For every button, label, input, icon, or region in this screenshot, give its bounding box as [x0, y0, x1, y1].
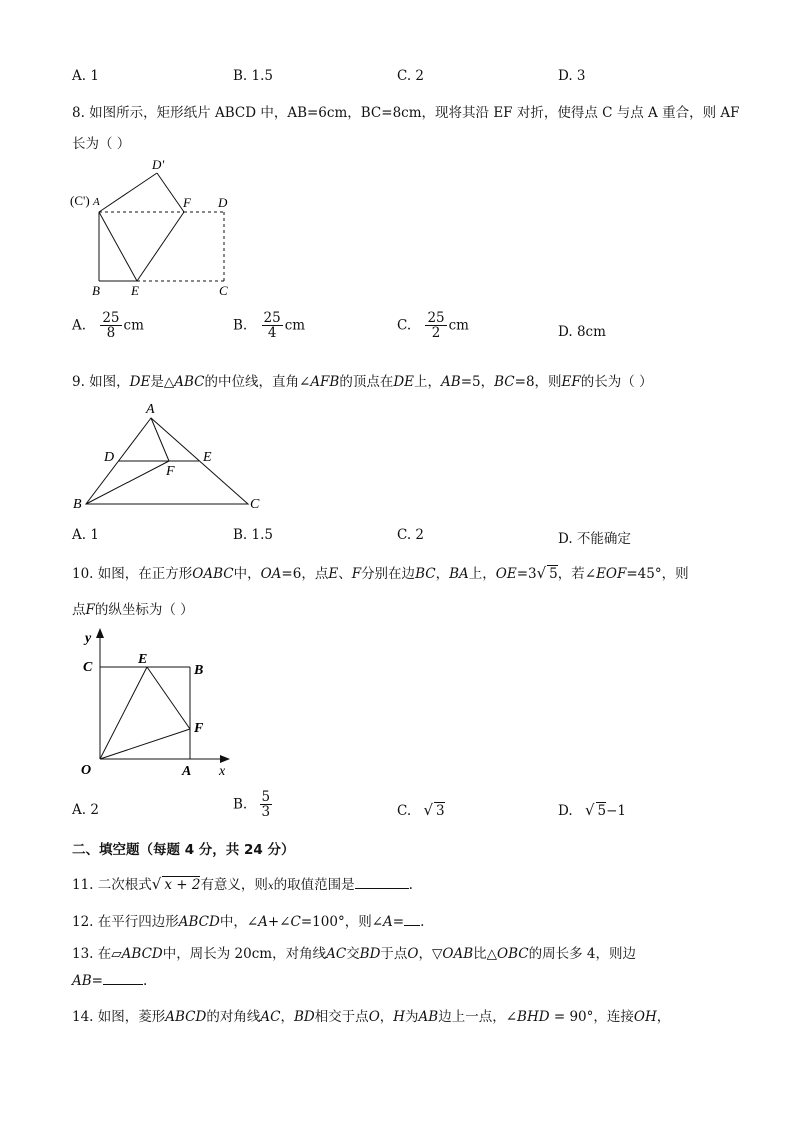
- q8-option-d-letter: D.: [558, 324, 573, 340]
- q10-text-1: 10. 如图，在正方形: [72, 566, 193, 582]
- q8-option-a-num: 25: [102, 310, 120, 326]
- q13-var-o: O: [407, 946, 419, 962]
- triangle-symbol: ▽: [432, 946, 443, 962]
- q13-text-5: ，: [418, 946, 432, 962]
- q7-option-c: C. 2: [397, 68, 425, 84]
- q9-figure: [68, 398, 268, 516]
- q13-text-3: 交: [346, 946, 360, 962]
- q10-text-3: =6，点: [281, 566, 329, 582]
- q8-option-a-letter: A.: [72, 317, 87, 334]
- q12-var-c: C: [290, 914, 301, 930]
- q12-text-4: =100°，则∠: [300, 914, 384, 930]
- q14-var-bd: BD: [293, 1009, 315, 1025]
- q13-answer-blank[interactable]: [103, 984, 143, 985]
- q8-option-c: [397, 311, 469, 340]
- q11-radicand: x + 2: [164, 877, 201, 893]
- q8-label-c: C: [219, 283, 228, 298]
- q10-label-e: E: [138, 652, 148, 667]
- q13-var-oab: OAB: [442, 946, 474, 962]
- q11-stem: [72, 873, 413, 893]
- q14-var-abcd: ABCD: [165, 1009, 207, 1025]
- q9-label-c: C: [250, 497, 260, 512]
- q8-label-a: A: [93, 196, 100, 208]
- q8-option-d: [558, 324, 606, 340]
- q10-option-d: [558, 801, 626, 819]
- q10-text-10: =45°，则: [626, 566, 689, 582]
- q10-option-b: [233, 790, 274, 819]
- q8-option-b-letter: B.: [233, 317, 248, 334]
- q9-text-3: 的中位线，直角∠: [204, 374, 311, 390]
- q9-text-4: 的顶点在: [339, 374, 394, 390]
- q14-text-1: 14. 如图，菱形: [72, 1009, 166, 1025]
- q10-var-e: E: [328, 566, 339, 582]
- q13-var-bd: BD: [359, 946, 381, 962]
- q10-option-d-letter: D.: [558, 803, 573, 819]
- q10-option-b-letter: B.: [233, 796, 248, 813]
- q14-text-2: 的对角线: [206, 1009, 261, 1025]
- q10-radical-sign: √: [536, 564, 547, 582]
- q9-var-ab: AB: [441, 374, 461, 390]
- q10-option-d-radical: √: [584, 801, 595, 819]
- q8-option-b-den: 4: [267, 325, 277, 342]
- q13-text-7: 的周长多 4，则边: [528, 946, 636, 962]
- q10-text-5: 分别在边: [361, 566, 416, 582]
- q13-var-abcd: ABCD: [121, 946, 163, 962]
- q10-option-b-num: 5: [261, 789, 271, 805]
- q10-text-11: 点: [72, 602, 86, 618]
- q10-option-b-fraction: [260, 790, 273, 819]
- q12-answer-blank[interactable]: [404, 925, 420, 926]
- q10-option-c-letter: C.: [397, 803, 412, 819]
- q13-text-2: 中，周长为 20cm，对角线: [162, 946, 327, 962]
- q8-option-b-unit: cm: [284, 317, 306, 334]
- q8-stem-line1: 8. 如图所示，矩形纸片 ABCD 中，AB=6cm，BC=8cm，现将其沿 EF 对折，使得点 C 与点 A 重合，则 AF: [72, 105, 740, 121]
- q9-label-b: B: [73, 497, 82, 512]
- q12-var-a: A: [258, 914, 268, 930]
- q10-radicand: 5: [549, 566, 558, 582]
- q12-stem: [72, 910, 424, 930]
- q14-text-3: ，: [280, 1009, 294, 1025]
- q10-coef: 3: [528, 566, 537, 582]
- q13-var-ab: AB=: [72, 973, 103, 989]
- q14-text-4: 相交于点: [314, 1009, 369, 1025]
- q12-text-1: 12. 在平行四边形: [72, 914, 179, 930]
- q9-label-d: D: [104, 450, 115, 465]
- q14-text-8: = 90°，连接: [549, 1009, 634, 1025]
- q12-text-6: .: [420, 914, 425, 930]
- q9-label-f: F: [166, 464, 175, 479]
- q10-var-f2: F: [85, 602, 95, 618]
- q9-text-2: 是△: [150, 374, 175, 390]
- q10-var-f: F: [351, 566, 362, 582]
- q8-option-a-fraction: [100, 311, 121, 340]
- q8-option-c-den: 2: [431, 325, 441, 342]
- section-2-heading: 二、填空题（每题 4 分，共 24 分）: [72, 842, 295, 858]
- q9-option-b: B. 1.5: [233, 527, 273, 543]
- q13-stem-line1: [72, 942, 636, 962]
- q9-option-d: D. 不能确定: [558, 531, 631, 547]
- q10-text-12: 的纵坐标为（ ）: [94, 602, 194, 618]
- q9-option-c: C. 2: [397, 527, 425, 543]
- q8-label-f: F: [183, 195, 191, 210]
- q10-label-c: C: [83, 660, 93, 675]
- q8-label-e: E: [131, 283, 139, 298]
- q8-option-c-num: 25: [427, 310, 445, 326]
- q13-text-6: 比△: [473, 946, 498, 962]
- q8-label-b: B: [92, 283, 100, 298]
- q9-label-e: E: [203, 450, 212, 465]
- q8-label-d: D: [218, 195, 228, 210]
- q10-option-c-radical: √: [423, 801, 433, 819]
- q14-var-o: O: [368, 1009, 380, 1025]
- q8-option-b: [233, 311, 305, 340]
- q9-text-7: =8，则: [514, 374, 562, 390]
- q9-var-afb: AFB: [310, 374, 340, 390]
- q13-text-4: 于点: [380, 946, 408, 962]
- q14-stem: [72, 1005, 670, 1025]
- q9-option-a: A. 1: [72, 527, 99, 543]
- q8-option-a-unit: cm: [123, 317, 144, 334]
- q9-text-5: 上，: [414, 374, 442, 390]
- q11-text-4: .: [408, 877, 413, 893]
- q14-text-7: 边上一点，∠: [438, 1009, 518, 1025]
- q9-text-6: =5，: [460, 374, 495, 390]
- q10-label-y: y: [85, 631, 92, 646]
- q10-var-eof: EOF: [596, 566, 627, 582]
- q8-option-c-letter: C.: [397, 317, 412, 334]
- q10-figure: [72, 626, 242, 786]
- q14-var-h: H: [393, 1009, 406, 1025]
- q12-text-5: =: [392, 914, 405, 930]
- q8-option-d-text: 8cm: [576, 324, 606, 340]
- q7-option-b: B. 1.5: [233, 68, 273, 84]
- q10-option-c: [397, 801, 445, 819]
- q10-text-7: 上，: [468, 566, 496, 582]
- q11-answer-blank[interactable]: [355, 888, 409, 889]
- q10-label-b: B: [194, 663, 204, 678]
- q10-label-o: O: [81, 763, 92, 778]
- q9-text-8: 的长为（ ）: [580, 374, 653, 390]
- q8-label-cprime: (C'): [70, 193, 90, 208]
- q11-text-2: 有意义，则: [200, 877, 268, 893]
- q14-var-bhd: BHD: [517, 1009, 550, 1025]
- q14-text-9: ，: [656, 1009, 671, 1025]
- q14-text-6: 为: [405, 1009, 419, 1025]
- q12-var-abcd: ABCD: [178, 914, 220, 930]
- q10-var-oa: OA: [260, 566, 282, 582]
- q13-stem-line2: [72, 973, 147, 989]
- q10-var-oe: OE: [495, 566, 517, 582]
- q10-var-bc: BC: [415, 566, 436, 582]
- q8-stem-line2: 长为（ ）: [72, 136, 131, 152]
- q11-text-3: 的取值范围是: [273, 877, 355, 893]
- q9-var-ef: EF: [561, 374, 581, 390]
- q13-var-ac: AC: [326, 946, 347, 962]
- q8-option-c-unit: cm: [448, 317, 469, 334]
- q10-text-2: 中，: [233, 566, 261, 582]
- q9-var-de: DE: [129, 374, 151, 390]
- q13-text-1: 13. 在: [72, 946, 112, 962]
- q10-text-8: =: [516, 566, 528, 582]
- q13-var-obc: OBC: [497, 946, 529, 962]
- q14-var-oh: OH: [633, 1009, 657, 1025]
- q8-figure: [62, 155, 242, 305]
- q8-option-a-den: 8: [106, 325, 116, 342]
- q11-var-x: x: [267, 881, 274, 892]
- q10-stem-line1: [72, 562, 689, 582]
- q12-var-a2: A: [383, 914, 393, 930]
- q10-var-ba: BA: [449, 566, 469, 582]
- q9-var-abc: ABC: [174, 374, 205, 390]
- q9-label-a: A: [146, 402, 155, 417]
- q10-label-x: x: [219, 764, 226, 779]
- q10-option-b-den: 3: [261, 804, 271, 821]
- q10-label-a: A: [182, 764, 192, 779]
- q10-option-d-radicand: 5: [597, 803, 607, 819]
- q10-var-oabc: OABC: [192, 566, 234, 582]
- q10-stem-line2: [72, 598, 194, 618]
- q12-text-2: 中，∠: [219, 914, 259, 930]
- q14-var-ac: AC: [260, 1009, 281, 1025]
- q8-option-a: [72, 311, 144, 340]
- q10-text-4: 、: [338, 566, 352, 582]
- q14-var-ab: AB: [418, 1009, 439, 1025]
- q9-text-1: 9. 如图，: [72, 374, 130, 390]
- q12-text-3: +∠: [267, 914, 291, 930]
- q8-label-dprime: D': [152, 157, 165, 172]
- q14-text-5: ，: [379, 1009, 394, 1025]
- q7-option-a: A. 1: [72, 68, 99, 84]
- q9-var-de2: DE: [393, 374, 415, 390]
- q7-option-d: D. 3: [558, 68, 586, 84]
- parallelogram-symbol: ▱: [111, 946, 122, 962]
- q13-text-8: .: [142, 973, 148, 989]
- q8-option-b-fraction: [262, 311, 283, 340]
- q11-text-1: 11. 二次根式: [72, 877, 152, 893]
- q9-var-bc: BC: [494, 374, 515, 390]
- q10-option-a: A. 2: [72, 802, 99, 818]
- q9-stem: [72, 370, 653, 390]
- q10-label-f: F: [194, 721, 204, 736]
- q8-option-b-num: 25: [263, 310, 281, 326]
- q10-option-d-tail: −1: [606, 803, 626, 819]
- q10-text-6: ，: [435, 566, 450, 582]
- q10-option-c-radicand: 3: [436, 803, 445, 819]
- q10-text-9: ，若∠: [557, 566, 597, 582]
- q8-option-c-fraction: [425, 311, 446, 340]
- q11-radical-sign: √: [151, 875, 162, 893]
